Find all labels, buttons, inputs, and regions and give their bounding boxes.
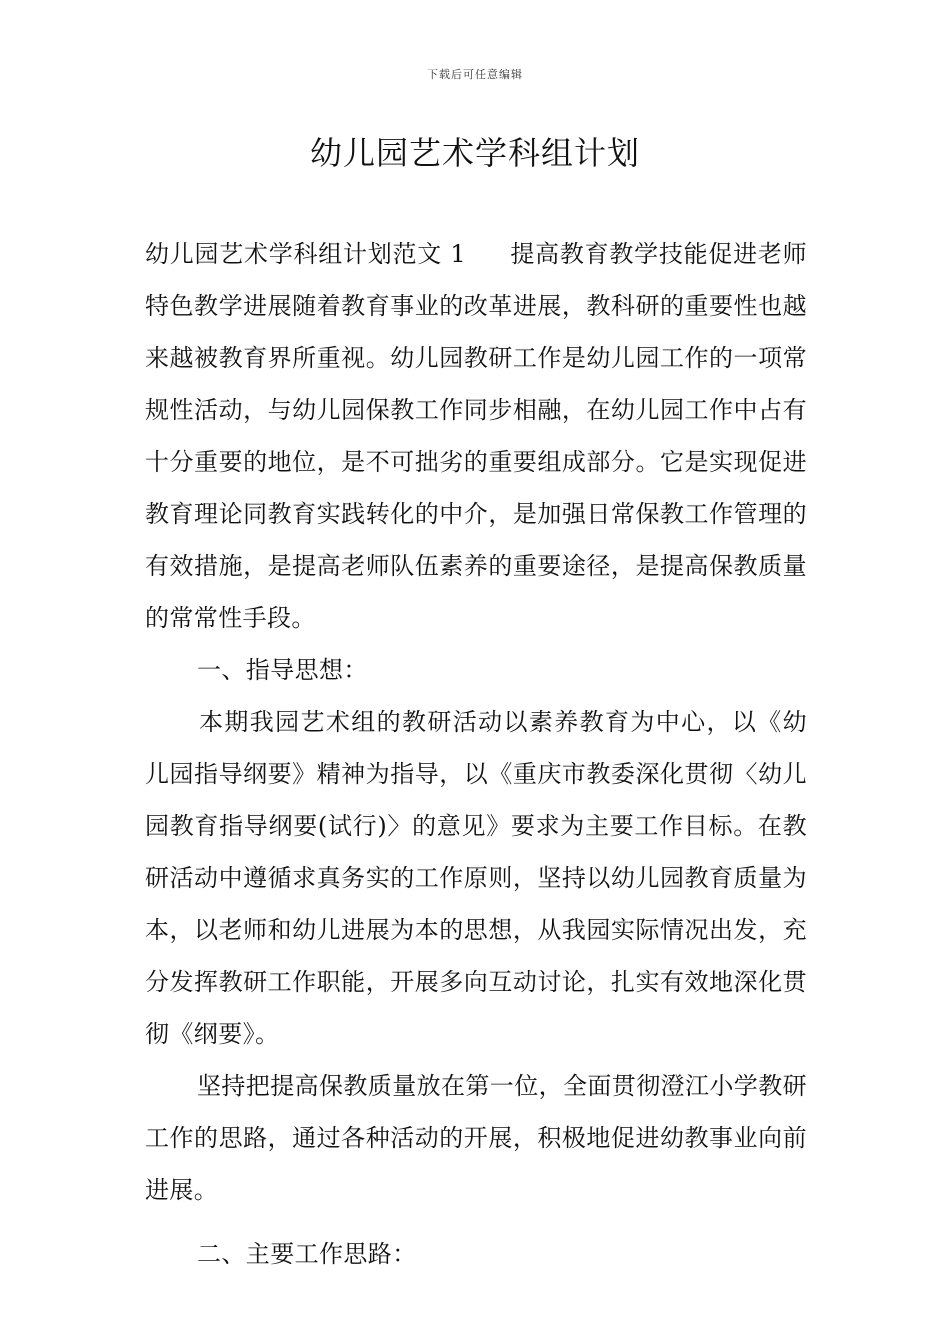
intro-paragraph	[145, 228, 807, 644]
section2-heading: 二、主要工作思路：	[197, 1240, 417, 1268]
header-note: 下载后可任意编辑	[427, 68, 523, 81]
section1-paragraph-2: 坚持把提高保教质量放在第一位，全面贯彻澄江小学教研工作的思路，通过各种活动的开展，积极地促进幼教事业向前进展。	[145, 1072, 807, 1204]
document-body	[145, 228, 807, 1280]
section1-heading: 一、指导思想：	[197, 656, 368, 684]
document-title: 幼儿园艺术学科组计划	[309, 134, 640, 172]
section1-paragraph-1: 本期我园艺术组的教研活动以素养教育为中心，以《幼儿园指导纲要》精神为指导，以《重庆市教委深化贯彻〈幼儿园教育指导纲要(试行)〉的意见》要求为主要工作目标。在教研活动中遵循求真务实的工作原则，坚持以幼儿园教育质量为本，以老师和幼儿进展为本的思想，从我园实际情况出发，充分发挥教研工作职能，开展多向互动讨论，扎实有效地深化贯彻《纲要》。	[145, 708, 807, 1048]
intro-label: 幼儿园艺术学科组计划范文 1	[145, 240, 467, 268]
intro-text: 提高教育教学技能促进老师特色教学进展随着教育事业的改革进展，教科研的重要性也越来越被教育界所重视。幼儿园教研工作是幼儿园工作的一项常规性活动，与幼儿园保教工作同步相融，在幼儿园工作中占有十分重要的地位，是不可拙劣的重要组成部分。它是实现促进教育理论同教育实践转化的中介，是加强日常保教工作管理的有效措施，是提高老师队伍素养的重要途径，是提高保教质量的常常性手段。	[145, 240, 807, 632]
